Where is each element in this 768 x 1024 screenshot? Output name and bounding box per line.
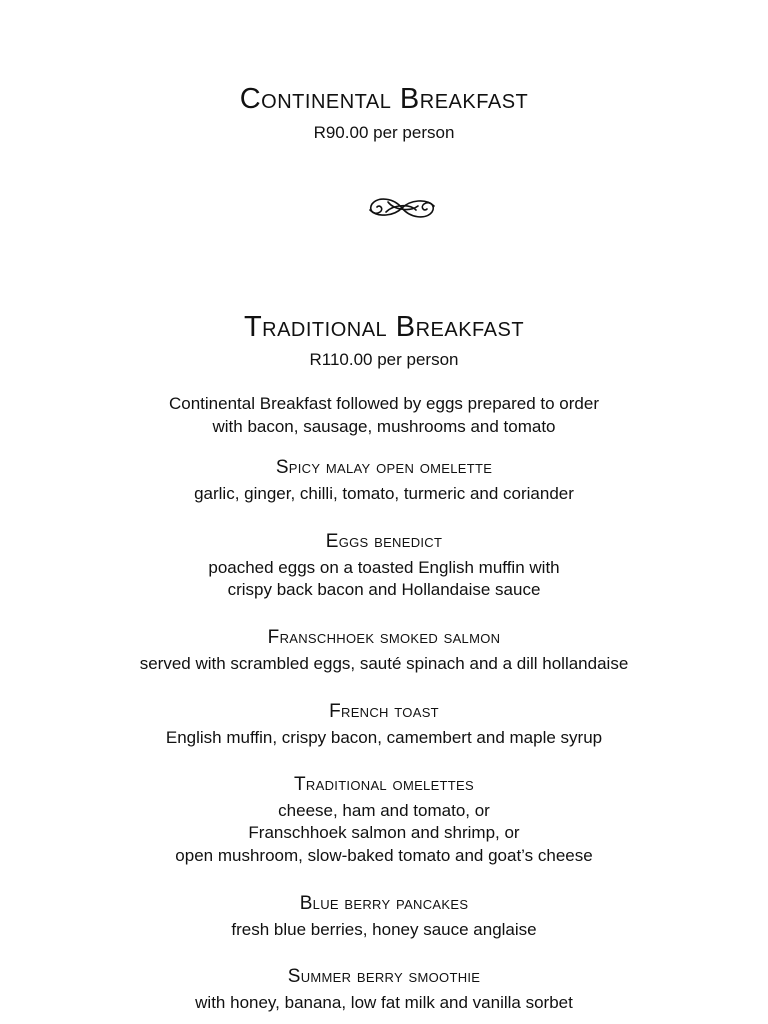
- menu-item-name: Spicy malay open omelette: [275, 457, 493, 478]
- menu-item-desc: with honey, banana, low fat milk and vanilla sorbet: [195, 993, 573, 1012]
- menu-item-desc: Franschhoek salmon and shrimp, or: [248, 823, 520, 842]
- flourish-icon: [364, 188, 440, 228]
- menu-item-desc: cheese, ham and tomato, or: [278, 801, 490, 820]
- continental-title: Continental Breakfast: [239, 83, 529, 115]
- traditional-intro-line: Continental Breakfast followed by eggs prepared to order: [169, 394, 599, 413]
- continental-price: R90.00 per person: [313, 123, 455, 142]
- menu-item-name: French toast: [329, 701, 439, 722]
- menu-item-desc: fresh blue berries, honey sauce anglaise: [231, 920, 537, 939]
- traditional-intro-line: with bacon, sausage, mushrooms and tomato: [212, 417, 556, 436]
- menu-item-desc: garlic, ginger, chilli, tomato, turmeric and coriander: [194, 484, 574, 503]
- menu-item-desc: served with scrambled eggs, sauté spinach and a dill hollandaise: [139, 654, 629, 673]
- menu-item-desc: open mushroom, slow-baked tomato and goat’s cheese: [175, 846, 593, 865]
- menu-item-name: Franschhoek smoked salmon: [267, 627, 501, 648]
- menu-item-desc: English muffin, crispy bacon, camembert and maple syrup: [165, 728, 603, 747]
- menu-item-name: Traditional omelettes: [294, 774, 474, 795]
- menu-item-desc: poached eggs on a toasted English muffin with: [208, 558, 560, 577]
- menu-item-name: Eggs benedict: [325, 531, 443, 552]
- menu-item-desc: crispy back bacon and Hollandaise sauce: [227, 580, 541, 599]
- menu-item-name: Summer berry smoothie: [287, 966, 481, 987]
- traditional-price: R110.00 per person: [309, 350, 459, 369]
- traditional-title: Traditional Breakfast: [243, 311, 525, 343]
- menu-item-name: Blue berry pancakes: [299, 893, 469, 914]
